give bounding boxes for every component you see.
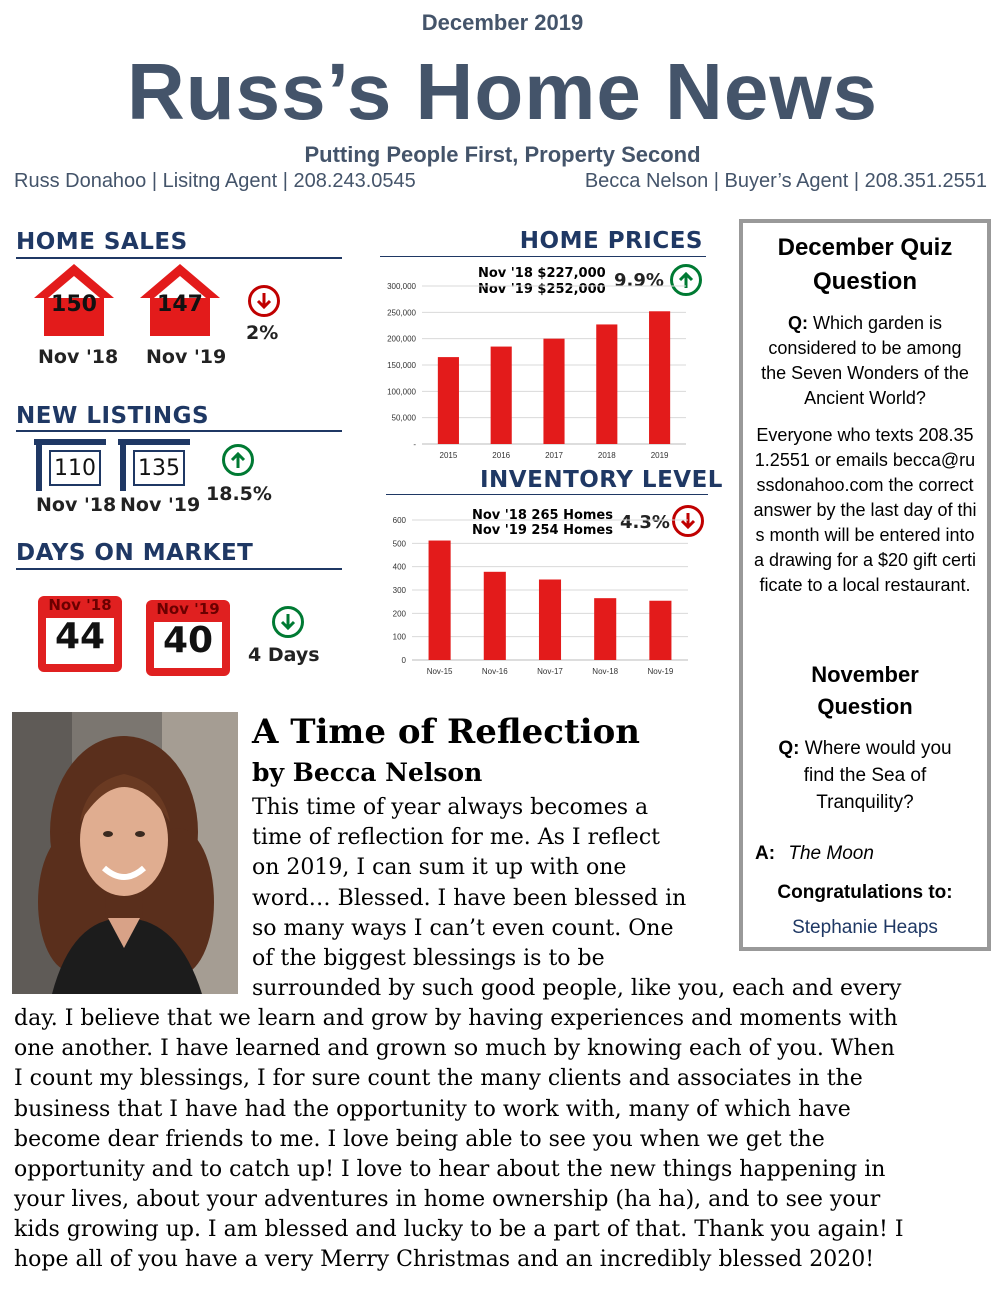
inventory-change: 4.3% [620, 512, 670, 533]
article-line: your lives, about your adventures in home ownership (ha ha), and to see your [14, 1187, 881, 1212]
new-listings-label: Nov '18 [36, 494, 117, 516]
answer-label: A: [755, 843, 776, 864]
question-text: Where would you find the Sea of Tranquility? [803, 738, 952, 813]
quiz-title: December Quiz Question [777, 234, 953, 295]
x-tick-label: 2019 [650, 451, 669, 460]
down-arrow-icon [248, 285, 280, 317]
home-sales-label: Nov '18 [38, 346, 119, 368]
bar [596, 324, 617, 444]
up-arrow-icon [222, 444, 254, 476]
bar [429, 541, 451, 660]
previous-question-title: November Question [811, 662, 919, 719]
article-line: so many ways I can’t even count. One [252, 916, 674, 941]
y-tick-label: 0 [401, 656, 406, 665]
listing-agent-contact: Russ Donahoo | Lisitng Agent | 208.243.0545 [14, 170, 416, 192]
days-on-market-value: 44 [54, 616, 106, 657]
bar [649, 311, 670, 444]
article-byline: by Becca Nelson [252, 758, 483, 787]
bar [594, 598, 616, 660]
y-tick-label: 500 [392, 539, 406, 549]
bar [539, 580, 561, 661]
home-prices-change: 9.9% [614, 270, 664, 291]
bar [543, 339, 564, 444]
bar [491, 347, 512, 444]
article-line: kids growing up. I am blessed and lucky to be a part of that. Thank you again! I [14, 1217, 904, 1242]
calendar-icon [38, 596, 122, 672]
article-line: business that I have had the opportunity to work with, many of which have [14, 1097, 851, 1122]
question-label: Q: [787, 313, 808, 333]
house-icon [138, 262, 222, 338]
article-line: one another. I have learned and grown so much by knowing each of you. When [14, 1036, 895, 1061]
home-sales-label: Nov '19 [146, 346, 227, 368]
quiz-box [739, 219, 991, 951]
calendar-icon [146, 600, 230, 676]
article-line: This time of year always becomes a [252, 795, 649, 820]
previous-answer [755, 843, 874, 865]
down-arrow-icon [272, 606, 304, 638]
days-on-market-change: 4 Days [248, 644, 320, 666]
y-tick-label: 600 [392, 516, 406, 525]
quiz-instructions: Everyone who texts 208.351.2551 or emails becca@russdonahoo.com the correct answer by the last day of this month will be entered into a drawing for a $20 gift certificate to a local restaurant. [753, 425, 977, 595]
answer-text: The Moon [788, 843, 874, 864]
days-on-market-heading: DAYS ON MARKET [16, 540, 254, 566]
article-line: word… Blessed. I have been blessed in [252, 886, 687, 911]
inventory-line: Nov '19 254 Homes [472, 523, 613, 538]
newsletter-title: Russ’s Home News [126, 47, 879, 136]
y-tick-label: 200 [392, 609, 406, 619]
x-tick-label: Nov-18 [592, 667, 619, 676]
home-sales-value: 147 [157, 292, 203, 317]
y-tick-label: 50,000 [391, 413, 416, 423]
calendar-month: Nov '18 [48, 596, 112, 614]
days-on-market-value: 40 [162, 620, 214, 661]
article-line: day. I believe that we learn and grow by having experiences and moments with [14, 1006, 898, 1031]
y-tick-label: 300 [392, 586, 406, 595]
calendar-month: Nov '19 [156, 600, 220, 618]
home-sales-heading: HOME SALES [16, 229, 188, 255]
article-line: hope all of you have a very Merry Christmas and an incredibly blessed 2020! [14, 1247, 875, 1272]
article-title: A Time of Reflection [252, 712, 640, 752]
section-divider [16, 257, 342, 259]
bar [484, 572, 506, 660]
inventory-line: Nov '18 265 Homes [472, 508, 613, 523]
article-line: become dear friends to me. I love being able to see you when we get the [14, 1127, 825, 1152]
y-tick-label: 300,000 [387, 282, 416, 291]
quiz-question [757, 311, 973, 411]
x-tick-label: 2017 [545, 451, 563, 460]
section-divider [16, 568, 342, 570]
winner-name: Stephanie Heaps [792, 917, 938, 938]
new-listings-value: 110 [54, 456, 96, 481]
y-tick-label: 400 [392, 562, 406, 572]
x-tick-label: Nov-16 [481, 667, 508, 676]
x-tick-label: 2015 [439, 451, 458, 460]
bar [438, 357, 459, 444]
article-line: I count my blessings, I for sure count the many clients and associates in the [14, 1066, 863, 1091]
y-tick-label: 150,000 [387, 361, 416, 370]
article-line: of the biggest blessings is to be [252, 946, 605, 971]
previous-question [773, 735, 957, 816]
inventory-heading: INVENTORY LEVEL [480, 467, 723, 493]
home-sales-change: 2% [246, 322, 279, 344]
y-tick-label: 250,000 [387, 308, 416, 318]
congratulations-label: Congratulations to: [777, 882, 953, 903]
tagline: Putting People First, Property Second [304, 142, 701, 167]
buyers-agent-contact: Becca Nelson | Buyer’s Agent | 208.351.2551 [584, 170, 987, 192]
x-tick-label: Nov-15 [426, 667, 453, 676]
article-line: time of reflection for me. As I reflect [252, 825, 660, 850]
y-tick-label: 100,000 [387, 387, 416, 397]
house-icon [32, 262, 116, 338]
home-prices-chart [370, 276, 700, 466]
sign-post-icon [34, 439, 106, 491]
sign-post-icon [118, 439, 190, 491]
question-label: Q: [778, 738, 800, 759]
y-tick-label: 200,000 [387, 334, 416, 344]
new-listings-heading: NEW LISTINGS [16, 403, 210, 429]
bar [649, 601, 671, 660]
home-prices-line: Nov '19 $252,000 [478, 282, 606, 297]
x-tick-label: Nov-19 [647, 667, 674, 676]
section-divider [386, 494, 708, 495]
question-text: Which garden is considered to be among the Seven Wonders of the Ancient World? [761, 313, 969, 408]
section-divider [16, 430, 342, 432]
x-tick-label: 2016 [492, 451, 511, 460]
article-line: on 2019, I can sum it up with one [252, 855, 627, 880]
x-tick-label: Nov-17 [537, 667, 563, 676]
new-listings-value: 135 [138, 456, 180, 481]
inventory-chart [370, 510, 700, 680]
article-line: opportunity and to catch up! I love to hear about the new things happening in [14, 1157, 886, 1182]
new-listings-change: 18.5% [206, 483, 272, 505]
home-prices-line: Nov '18 $227,000 [478, 266, 606, 281]
section-divider [380, 256, 706, 257]
y-tick-label: - [413, 440, 416, 449]
new-listings-label: Nov '19 [120, 494, 201, 516]
x-tick-label: 2018 [597, 451, 616, 460]
home-prices-heading: HOME PRICES [519, 228, 703, 254]
home-sales-value: 150 [51, 292, 97, 317]
y-tick-label: 100 [392, 632, 406, 642]
author-photo [12, 712, 238, 994]
article-line: surrounded by such good people, like you, each and every [252, 976, 902, 1001]
newsletter-date: December 2019 [421, 10, 584, 35]
